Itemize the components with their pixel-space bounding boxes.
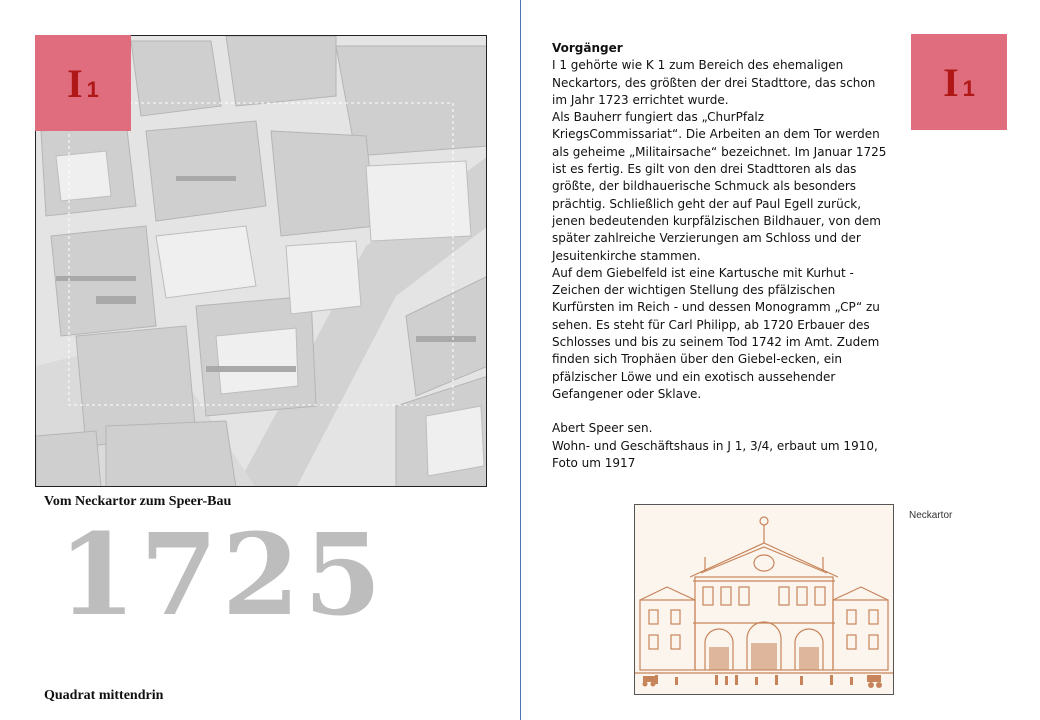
badge-number: 1 [962,76,975,101]
article-text [552,40,892,472]
badge-letter: I [67,60,84,106]
engraving-drawing [635,505,893,694]
image-label: Neckartor [909,510,953,521]
credit-author: Abert Speer sen. [552,421,653,436]
photo-caption: Vom Neckartor zum Speer-Bau [44,494,232,509]
credit-description: Wohn- und Geschäftshaus in J 1, 3/4, erbaut um 1910, Foto um 1917 [552,438,878,470]
badge-number: 1 [86,77,99,102]
article-heading: Vorgänger [552,41,623,55]
quadrat-badge-left [35,35,131,131]
quadrat-badge-right [911,34,1007,130]
page-subtitle: Quadrat mittendrin [44,688,164,703]
article-paragraph-2: Als Bauherr fungiert das „ChurPfalz KriegsCommissariat“. Die Arbeiten an dem Tor werden als geheime „Militairsache“ bezeichnet. Im Januar 1725 ist es fertig. Es gilt von den drei Stadttoren als das größte, der bildhauerische Schmuck als besonders prächtig. Schließlich geht der auf Paul Egell zurück, jenen bedeutenden kurpfälzischen Bildhauer, von dem später zahlreiche Verzierungen am Schloss und der Jesuitenkirche stammen. [552,110,887,263]
article-paragraph-1: I 1 gehörte wie K 1 zum Bereich des ehemaligen Neckartors, des größten der drei Stadttore, das schon im Jahr 1723 errichtet wurde. [552,58,876,107]
page-divider [520,0,521,720]
spacer [552,403,892,420]
neckartor-engraving [634,504,894,695]
badge-letter: I [943,59,960,105]
article-paragraph-3: Auf dem Giebelfeld ist eine Kartusche mit Kurhut - Zeichen der wichtigen Stellung des pfälzischen Kurfürsten im Reich - und dessen Monogramm „CP“ zu sehen. Es steht für Carl Philipp, ab 1720 Erbauer des Schlosses und bis zu seinem Tod 1742 im Amt. Zudem finden sich Trophäen über den Giebel-ecken, ein pfälzischer Löwe und ein exotisch aussehender Gefangener oder Sklave. [552,265,880,401]
year-heading: 1725 [58,510,386,641]
